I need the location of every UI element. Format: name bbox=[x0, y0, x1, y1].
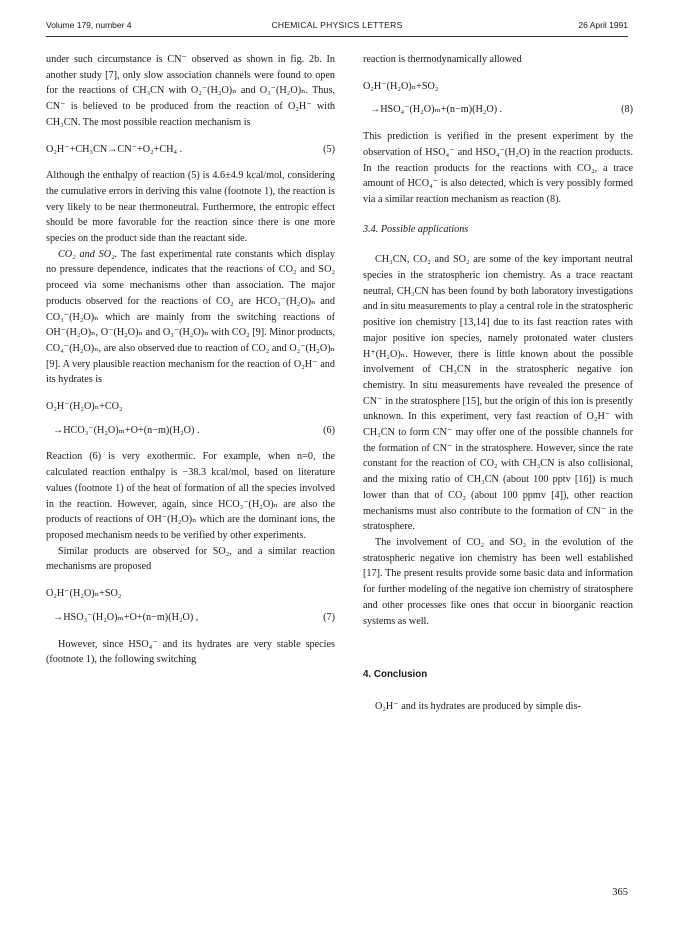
equation-5 bbox=[46, 142, 335, 158]
paragraph: This prediction is verified in the present experiment by the observation of HSO₄⁻ and HSO₄⁻(H₂O) in the reaction products. In the reaction products for the reactions with CO₂, a trace amount of HCO₄⁻ is also detected, which is very possibly formed via a similar reaction mechanism as reaction (8). bbox=[363, 131, 633, 205]
running-header bbox=[46, 20, 628, 34]
page-number: 365 bbox=[612, 887, 628, 898]
run-in-heading: CO₂ and SO₂. bbox=[58, 248, 118, 260]
equation-line: →HCO₃⁻(H₂O)ₘ+O+(n−m)(H₂O) . bbox=[53, 424, 200, 436]
paragraph: Although the enthalpy of reaction (5) is 4.6±4.9 kcal/mol, considering the cumulative errors in deriving this value (footnote 1), the reaction is very likely to be near thermoneutral. Furthermore, the entropic effect should be more favorable for the reaction since there is one more species on the product side than the reactant side. bbox=[46, 170, 335, 245]
paragraph: Similar products are observed for SO₂, and a similar reaction mechanisms are proposed bbox=[46, 545, 335, 573]
paragraph: O₂H⁻ and its hydrates are produced by simple dis- bbox=[375, 700, 581, 712]
equation-6 bbox=[46, 399, 335, 438]
paragraph-text: The fast experimental rate constants which display no pressure dependence, indicates that the reactions of CO₂ and SO₂ proceed via some mechanisms other than association. The major products observed for the reactions of CO₂ are HCO₃⁻(H₂O)ₙ and CO₃⁻(H₂O)ₙ which are mainly from the switching reactions of OH⁻(H₂O)ₙ, O⁻(H₂O)ₙ and O₃⁻(H₂O)ₙ with CO₂ [9]. Minor products, CO₄⁻(H₂O)ₙ, are also observed due to reaction of CO₂ and O₂⁻(H₂O)ₙ [9]. A very plausible reaction mechanism for the reaction of O₂H⁻ and its hydrates is bbox=[46, 248, 336, 386]
journal-title: CHEMICAL PHYSICS LETTERS bbox=[271, 20, 403, 30]
equation-8 bbox=[363, 79, 633, 118]
paragraph bbox=[46, 247, 335, 388]
paragraph: under such circumstance is CN⁻ observed as shown in fig. 2b. In another study [7], only slow association channels were found to open for the reactions of CH₃CN with O₂⁻(H₂O)ₙ and O₃⁻(H₂O)ₙ. Thus, CN⁻ is believed to be produced from the reaction of O₂H⁻ with CH₃CN. The most possible reaction mechanism is bbox=[46, 54, 335, 128]
paragraph: The involvement of CO₂ and SO₂ in the evolution of the stratospheric negative ion chemistry has been well established [17]. The present results provide some basic data and information for further modeling of the negative ion chemistry of stratosphere and other processes like ones that occur in bioorganic reaction systems as well. bbox=[363, 536, 633, 627]
header-rule bbox=[46, 36, 628, 37]
equation-line: O₂H⁻(H₂O)ₙ+SO₂ bbox=[363, 80, 439, 92]
equation-line: →HSO₄⁻(H₂O)ₘ+(n−m)(H₂O) . bbox=[370, 104, 503, 116]
section-heading: 3.4. Possible applications bbox=[363, 223, 469, 235]
paragraph: reaction is thermodynamically allowed bbox=[363, 54, 522, 65]
equation-number: (6) bbox=[323, 424, 335, 436]
section-heading: 4. Conclusion bbox=[363, 669, 428, 681]
paragraph: Reaction (6) is very exothermic. For example, when n=0, the calculated reaction enthalpy is −38.3 kcal/mol, based on literature values (footnote 1) of the heat of formation of all the species involved in the reaction. However, again, since HCO₃⁻(H₂O)ₙ are also the products of reactions of OH⁻(H₂O)ₙ which are the dominant ions, the proposed mechanism needs to be verified by other experiments. bbox=[46, 451, 335, 541]
equation-number: (5) bbox=[323, 143, 335, 155]
equation-line: →HSO₃⁻(H₂O)ₘ+O+(n−m)(H₂O) , bbox=[53, 611, 199, 623]
paragraph: However, since HSO₄⁻ and its hydrates are very stable species (footnote 1), the following switching bbox=[46, 638, 335, 666]
issue-date: 26 April 1991 bbox=[578, 20, 628, 30]
right-column bbox=[363, 52, 633, 715]
equation-line: O₂H⁻(H₂O)ₙ+SO₂ bbox=[46, 588, 122, 600]
volume-label: Volume 179, number 4 bbox=[46, 20, 132, 30]
equation-line: O₂H⁻(H₂O)ₙ+CO₂ bbox=[46, 401, 123, 413]
left-column bbox=[46, 52, 335, 668]
equation-number: (7) bbox=[323, 611, 335, 623]
equation-text: O₂H⁻+CH₃CN→CN⁻+O₂+CH₄ . bbox=[46, 143, 183, 155]
equation-7 bbox=[46, 586, 335, 625]
equation-number: (8) bbox=[621, 104, 633, 116]
paragraph: CH₃CN, CO₂ and SO₂ are some of the key important neutral species in the stratospheric ion chemistry. As a trace reactant neutral, CH₃CN has been found by both laboratory investigations and in situ measurements to play a central role in the stratospheric positive ion chemistry [13,14] due to its fast reaction rates with major positive ion species, namely protonated water clusters H⁺(H₂O)ₙ. However, there is little known about the possible involvement of CH₃CN in the stratospheric negative ion chemistry. In situ measurements have revealed the presence of CN⁻ in the stratosphere [15], but the origin of this ion is presently unknown. In this experiment, very fast reaction of O₂H⁻ with CH₃CN to form CN⁻ may offer one of the possible channels for the formation of CN⁻ in the stratosphere. However, since the rate constant for the reaction of CO₂ with CH₃CN is also collisional, and the mixing ratio of CH₃CN (about 100 pptv [16]) is much lower than that of CO₂ (about 100 ppmv [4]), other reaction mechanisms must also contribute to the formation of CN⁻ in the stratosphere. bbox=[363, 254, 633, 533]
